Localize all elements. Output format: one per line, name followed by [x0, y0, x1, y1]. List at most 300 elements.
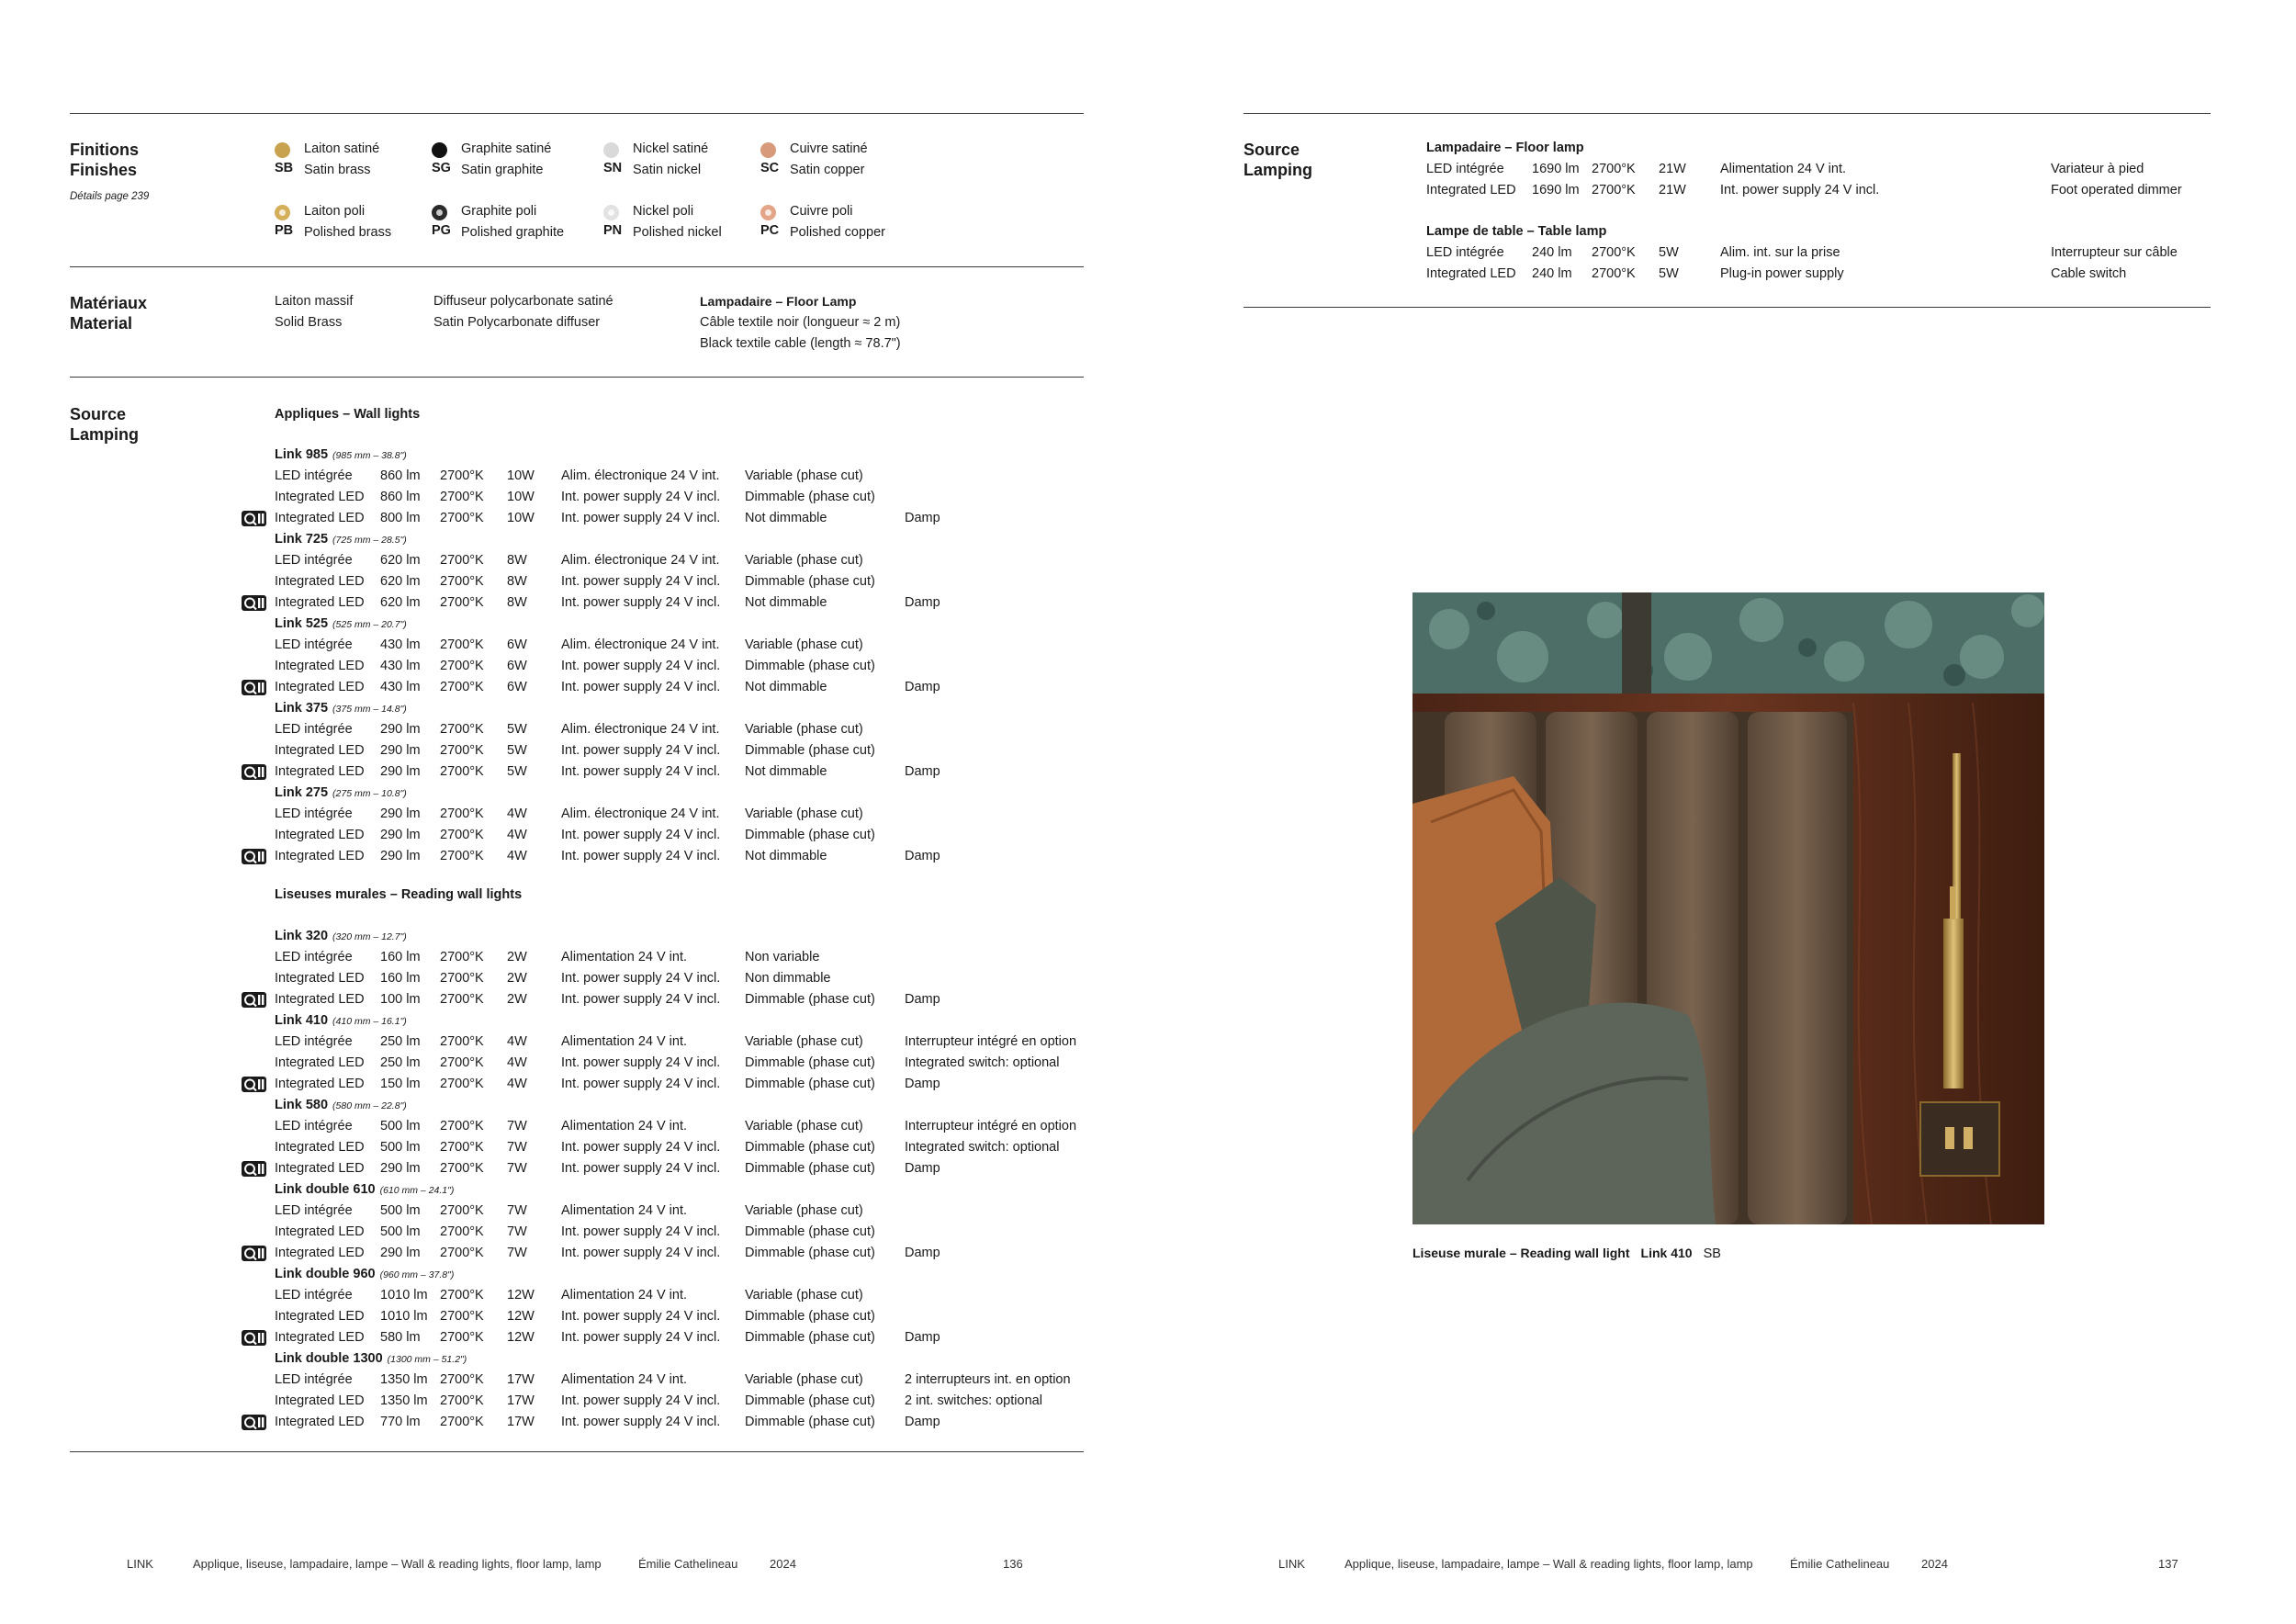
finish-code: PC — [760, 223, 780, 238]
model-name: Link 985 — [275, 447, 329, 462]
spec-cell: Not dimmable — [745, 764, 827, 779]
model-name: Link 275 — [275, 785, 329, 800]
spec-cell: Variable (phase cut) — [745, 1203, 863, 1218]
spec-cell: LED intégrée — [275, 1288, 353, 1303]
spec-cell: Integrated LED — [275, 1055, 365, 1070]
spec-cell: Interrupteur intégré en option — [905, 1034, 1077, 1049]
finish-code: SN — [603, 161, 623, 175]
model-dimension: (525 mm – 20.7") — [332, 619, 407, 630]
source-label-left-fr: Source — [70, 405, 127, 423]
model-dimension: (960 mm – 37.8") — [379, 1269, 455, 1280]
spec-cell: Alimentation 24 V int. — [1720, 162, 1847, 176]
wall-lights-table — [275, 445, 940, 867]
spec-cell: Interrupteur sur câble — [2051, 245, 2178, 260]
spec-cell: Int. power supply 24 V incl. — [561, 1246, 721, 1260]
spec-row — [275, 677, 940, 698]
spec-cell: 2700°K — [440, 1224, 484, 1239]
spec-cell: Variable (phase cut) — [745, 806, 863, 821]
finish-swatch-sb — [275, 142, 290, 158]
spec-row — [275, 487, 875, 508]
spec-row — [1426, 180, 2182, 201]
spec-cell: Damp — [905, 1330, 940, 1345]
spec-cell: Integrated LED — [275, 764, 365, 779]
finish-name-en: Satin copper — [790, 163, 865, 177]
spec-cell: 6W — [507, 680, 527, 694]
spec-cell: Integrated LED — [275, 1415, 365, 1429]
spec-cell: Integrated LED — [275, 992, 365, 1007]
spec-row — [275, 1327, 940, 1348]
spec-row — [275, 761, 940, 783]
finish-swatch-pc — [760, 205, 776, 220]
spec-cell: 2700°K — [440, 490, 484, 504]
page-number-right: 137 — [2158, 1557, 2178, 1571]
material-col-diffuser-en: Satin Polycarbonate diffuser — [433, 315, 601, 330]
spec-cell: Interrupteur intégré en option — [905, 1119, 1077, 1133]
spec-row — [275, 571, 875, 592]
spec-cell: 4W — [507, 1034, 527, 1049]
spec-cell: 500 lm — [380, 1140, 421, 1155]
spec-row — [275, 1137, 1060, 1158]
spec-cell: 250 lm — [380, 1034, 421, 1049]
model-heading — [275, 1179, 467, 1201]
spec-cell: Int. power supply 24 V incl. — [561, 511, 721, 525]
spec-cell: 5W — [507, 764, 527, 779]
spec-cell: 2700°K — [440, 828, 484, 842]
spec-cell: Dimmable (phase cut) — [745, 1055, 875, 1070]
top-rule-right — [1244, 113, 2211, 114]
material-cable-en: Black textile cable (length ≈ 78.7") — [700, 336, 901, 351]
spec-cell: Integrated LED — [1426, 266, 1516, 281]
spec-cell: Int. power supply 24 V incl. — [561, 764, 721, 779]
spec-cell: 2700°K — [440, 764, 484, 779]
spec-cell: Cable switch — [2051, 266, 2127, 281]
finish-name-en: Satin graphite — [461, 163, 544, 177]
finishes-label — [70, 140, 139, 180]
material-col-brass — [275, 291, 353, 333]
spec-row — [275, 635, 863, 656]
model-heading — [275, 1010, 467, 1032]
lamp-group-title: Lampadaire – Floor lamp — [1426, 141, 1584, 155]
finish-name-fr: Laiton poli — [304, 204, 366, 219]
finish-swatch-pb — [275, 205, 290, 220]
spec-cell: 290 lm — [380, 1161, 421, 1176]
spec-cell: 2 int. switches: optional — [905, 1393, 1042, 1408]
spec-cell: 290 lm — [380, 743, 421, 758]
spec-cell: 2700°K — [440, 1055, 484, 1070]
spec-row — [275, 1074, 940, 1095]
model-name: Link 410 — [275, 1013, 329, 1028]
spec-cell: Integrated LED — [275, 1224, 365, 1239]
finish-code: SG — [432, 161, 451, 175]
spec-cell: Integrated LED — [275, 1393, 365, 1408]
material-col-diffuser — [433, 291, 613, 333]
spec-cell: LED intégrée — [275, 1119, 353, 1133]
spec-cell: 5W — [1659, 266, 1679, 281]
model-name: Link 375 — [275, 701, 329, 716]
finish-name-fr: Graphite poli — [461, 204, 537, 219]
model-dimension: (375 mm – 14.8") — [332, 704, 407, 715]
spec-cell: 8W — [507, 574, 527, 589]
spec-cell: 2700°K — [440, 849, 484, 863]
model-dimension: (985 mm – 38.8") — [332, 450, 407, 461]
spec-row — [275, 968, 831, 989]
spec-cell: Alim. int. sur la prise — [1720, 245, 1840, 260]
spec-cell: 4W — [507, 828, 527, 842]
spec-cell: 5W — [1659, 245, 1679, 260]
spec-row — [275, 1391, 1042, 1412]
spec-cell: 430 lm — [380, 659, 421, 673]
model-dimension: (1300 mm – 51.2") — [387, 1354, 467, 1365]
spec-cell: Integrated LED — [275, 1161, 365, 1176]
damp-location-icon — [242, 1077, 266, 1092]
spec-cell: 290 lm — [380, 849, 421, 863]
spec-cell: 2 interrupteurs int. en option — [905, 1372, 1071, 1387]
spec-row — [275, 989, 940, 1010]
spec-cell: 770 lm — [380, 1415, 421, 1429]
spec-cell: 10W — [507, 511, 535, 525]
spec-cell: Integrated LED — [275, 574, 365, 589]
source-label-right-en: Lamping — [1244, 161, 1312, 179]
damp-location-icon — [242, 1246, 266, 1261]
spec-cell: 500 lm — [380, 1224, 421, 1239]
spec-cell: Int. power supply 24 V incl. — [561, 680, 721, 694]
spec-cell: 2700°K — [440, 1309, 484, 1324]
spec-row — [275, 1243, 940, 1264]
spec-cell: Dimmable (phase cut) — [745, 992, 875, 1007]
finish-swatch-pn — [603, 205, 619, 220]
spec-cell: 10W — [507, 468, 535, 483]
spec-cell: Variable (phase cut) — [745, 1119, 863, 1133]
spec-cell: Dimmable (phase cut) — [745, 828, 875, 842]
spec-cell: Int. power supply 24 V incl. — [561, 1330, 721, 1345]
model-dimension: (320 mm – 12.7") — [332, 931, 407, 942]
spec-cell: LED intégrée — [275, 950, 353, 964]
spec-cell: 2700°K — [440, 680, 484, 694]
spec-cell: 2700°K — [440, 1119, 484, 1133]
spec-cell: 8W — [507, 595, 527, 610]
spec-cell: 240 lm — [1532, 266, 1572, 281]
spec-cell: LED intégrée — [275, 1203, 353, 1218]
spec-row — [275, 1306, 875, 1327]
spec-cell: Variable (phase cut) — [745, 1372, 863, 1387]
rule-after-source-right — [1244, 307, 2211, 308]
spec-cell: 2700°K — [440, 1034, 484, 1049]
model-heading — [275, 529, 407, 550]
spec-cell: Integrated LED — [275, 680, 365, 694]
spec-cell: 4W — [507, 849, 527, 863]
spec-cell: 2700°K — [440, 468, 484, 483]
spec-cell: 2700°K — [440, 1246, 484, 1260]
spec-cell: Damp — [905, 1246, 940, 1260]
spec-cell: 2700°K — [440, 511, 484, 525]
spec-cell: LED intégrée — [1426, 162, 1504, 176]
damp-location-icon — [242, 1415, 266, 1430]
spec-cell: 5W — [507, 722, 527, 737]
spec-cell: 12W — [507, 1309, 535, 1324]
spec-cell: LED intégrée — [275, 468, 353, 483]
spec-cell: 2700°K — [440, 1288, 484, 1303]
finish-code: PN — [603, 223, 623, 238]
finish-swatch-pg — [432, 205, 447, 220]
spec-cell: 17W — [507, 1372, 535, 1387]
spec-cell: 2700°K — [440, 659, 484, 673]
spec-cell: Alimentation 24 V int. — [561, 1203, 688, 1218]
spec-cell: 2700°K — [440, 553, 484, 568]
spec-cell: 2700°K — [440, 722, 484, 737]
model-heading — [275, 1348, 467, 1370]
spec-cell: Variateur à pied — [2051, 162, 2144, 176]
rule-after-finishes — [70, 266, 1084, 267]
spec-cell: Integrated LED — [275, 511, 365, 525]
spec-cell: 620 lm — [380, 595, 421, 610]
spec-cell: 2700°K — [440, 1330, 484, 1345]
spec-cell: Alim. électronique 24 V int. — [561, 637, 720, 652]
model-heading — [275, 926, 467, 947]
spec-cell: 2700°K — [440, 1393, 484, 1408]
finish-name-en: Polished brass — [304, 225, 392, 240]
spec-cell: Dimmable (phase cut) — [745, 1330, 875, 1345]
spec-cell: 1350 lm — [380, 1372, 428, 1387]
damp-location-icon — [242, 511, 266, 526]
model-dimension: (410 mm – 16.1") — [332, 1016, 407, 1027]
finish-code: PG — [432, 223, 451, 238]
spec-cell: Variable (phase cut) — [745, 722, 863, 737]
spec-cell: 10W — [507, 490, 535, 504]
spec-cell: Integrated LED — [275, 828, 365, 842]
spec-cell: Dimmable (phase cut) — [745, 490, 875, 504]
spec-row — [275, 1116, 1077, 1137]
footer-designer-right: Émilie Cathelineau — [1790, 1557, 1890, 1571]
spec-cell: Dimmable (phase cut) — [745, 1161, 875, 1176]
spec-cell: Integrated LED — [1426, 183, 1516, 197]
photo-caption — [1412, 1246, 1721, 1261]
spec-row — [275, 1222, 875, 1243]
source-label-right — [1244, 140, 1312, 180]
spec-cell: 2700°K — [440, 574, 484, 589]
spec-cell: 1350 lm — [380, 1393, 428, 1408]
spec-row — [275, 1158, 940, 1179]
reading-lights-table — [275, 926, 1077, 1433]
spec-cell: 21W — [1659, 162, 1686, 176]
model-dimension: (610 mm – 24.1") — [379, 1185, 455, 1196]
spec-cell: Integrated LED — [275, 971, 365, 986]
spec-cell: Int. power supply 24 V incl. — [561, 1224, 721, 1239]
spec-cell: 7W — [507, 1140, 527, 1155]
rule-after-material — [70, 377, 1084, 378]
model-name: Link 725 — [275, 532, 329, 547]
spec-cell: Alimentation 24 V int. — [561, 950, 688, 964]
model-name: Link 525 — [275, 616, 329, 631]
spec-cell: Damp — [905, 1161, 940, 1176]
footer-brand-left: LINK — [127, 1557, 153, 1571]
spec-cell: Int. power supply 24 V incl. — [561, 574, 721, 589]
spec-row — [275, 846, 940, 867]
spec-cell: 430 lm — [380, 680, 421, 694]
finish-swatch-sg — [432, 142, 447, 158]
spec-cell: 7W — [507, 1161, 527, 1176]
finish-name-fr: Laiton satiné — [304, 141, 380, 156]
spec-cell: Not dimmable — [745, 680, 827, 694]
spec-cell: 2700°K — [440, 1140, 484, 1155]
spec-cell: Damp — [905, 511, 940, 525]
spec-cell: Integrated LED — [275, 743, 365, 758]
spec-row — [275, 508, 940, 529]
finishes-details-note: Détails page 239 — [70, 191, 150, 202]
spec-cell: 2700°K — [440, 1077, 484, 1091]
spec-cell: 500 lm — [380, 1119, 421, 1133]
spec-cell: Non variable — [745, 950, 820, 964]
spec-cell: 2700°K — [1592, 162, 1636, 176]
spec-cell: Int. power supply 24 V incl. — [561, 743, 721, 758]
spec-cell: 500 lm — [380, 1203, 421, 1218]
spec-cell: Integrated switch: optional — [905, 1140, 1060, 1155]
spec-cell: 2700°K — [440, 950, 484, 964]
spec-row — [1426, 159, 2144, 180]
spec-cell: Variable (phase cut) — [745, 1034, 863, 1049]
spec-cell: Integrated LED — [275, 1077, 365, 1091]
spec-cell: 2700°K — [440, 806, 484, 821]
spec-cell: 860 lm — [380, 490, 421, 504]
spec-cell: Int. power supply 24 V incl. — [561, 490, 721, 504]
spec-cell: 250 lm — [380, 1055, 421, 1070]
spec-cell: Int. power supply 24 V incl. — [561, 1415, 721, 1429]
spec-cell: Int. power supply 24 V incl. — [561, 849, 721, 863]
spec-cell: Dimmable (phase cut) — [745, 1140, 875, 1155]
model-heading — [275, 783, 407, 804]
spec-cell: Alimentation 24 V int. — [561, 1119, 688, 1133]
model-heading — [275, 614, 407, 635]
spec-row — [275, 825, 875, 846]
model-dimension: (275 mm – 10.8") — [332, 788, 407, 799]
finish-name-fr: Cuivre satiné — [790, 141, 868, 156]
finish-swatch-sn — [603, 142, 619, 158]
damp-location-icon — [242, 764, 266, 780]
spec-row — [275, 1201, 863, 1222]
spec-cell: 17W — [507, 1415, 535, 1429]
material-cable-title: Lampadaire – Floor Lamp — [700, 294, 857, 309]
spec-cell: Integrated LED — [275, 659, 365, 673]
caption-model: Link 410 — [1640, 1246, 1693, 1260]
model-heading — [275, 1264, 467, 1285]
spec-cell: Not dimmable — [745, 511, 827, 525]
spec-cell: Int. power supply 24 V incl. — [561, 971, 721, 986]
source-label-right-fr: Source — [1244, 141, 1300, 159]
finish-name-fr: Cuivre poli — [790, 204, 853, 219]
model-heading — [275, 1095, 467, 1116]
spec-cell: 2700°K — [1592, 266, 1636, 281]
spec-cell: Int. power supply 24 V incl. — [561, 828, 721, 842]
damp-location-icon — [242, 1161, 266, 1177]
spec-cell: 2700°K — [440, 1415, 484, 1429]
spec-cell: 7W — [507, 1119, 527, 1133]
spec-cell: Plug-in power supply — [1720, 266, 1844, 281]
spec-row — [275, 719, 863, 740]
finish-code: PB — [275, 223, 294, 238]
spec-cell: 620 lm — [380, 553, 421, 568]
material-label-fr: Matériaux — [70, 294, 148, 312]
finish-name-fr: Graphite satiné — [461, 141, 552, 156]
spec-cell: 4W — [507, 806, 527, 821]
spec-row — [275, 1285, 863, 1306]
spec-cell: Dimmable (phase cut) — [745, 1415, 875, 1429]
spec-cell: Int. power supply 24 V incl. — [561, 595, 721, 610]
spec-cell: Damp — [905, 595, 940, 610]
spec-cell: 2700°K — [440, 743, 484, 758]
spec-cell: Integrated LED — [275, 849, 365, 863]
finish-name-en: Polished graphite — [461, 225, 565, 240]
model-dimension: (580 mm – 22.8") — [332, 1100, 407, 1111]
spec-cell: 2700°K — [1592, 183, 1636, 197]
footer-designer-left: Émilie Cathelineau — [638, 1557, 738, 1571]
finish-name-en: Satin nickel — [633, 163, 702, 177]
spec-cell: Alim. électronique 24 V int. — [561, 806, 720, 821]
spec-cell: Dimmable (phase cut) — [745, 743, 875, 758]
spec-cell: 160 lm — [380, 971, 421, 986]
spec-cell: Int. power supply 24 V incl. — [561, 1393, 721, 1408]
damp-location-icon — [242, 680, 266, 695]
model-heading — [275, 445, 407, 466]
spec-cell: Alim. électronique 24 V int. — [561, 722, 720, 737]
spec-cell: 2700°K — [440, 595, 484, 610]
spec-cell: 2W — [507, 950, 527, 964]
spec-cell: Damp — [905, 1077, 940, 1091]
source-label-left-en: Lamping — [70, 425, 139, 444]
spec-row — [275, 592, 940, 614]
spec-cell: 240 lm — [1532, 245, 1572, 260]
spec-cell: LED intégrée — [275, 722, 353, 737]
spec-row — [275, 804, 863, 825]
spec-cell: Dimmable (phase cut) — [745, 1309, 875, 1324]
spec-cell: 2700°K — [1592, 245, 1636, 260]
spec-cell: 2700°K — [440, 637, 484, 652]
finish-swatch-sc — [760, 142, 776, 158]
damp-location-icon — [242, 1330, 266, 1346]
spec-cell: Damp — [905, 764, 940, 779]
spec-cell: Alim. électronique 24 V int. — [561, 468, 720, 483]
spec-cell: LED intégrée — [275, 637, 353, 652]
spec-cell: Alim. électronique 24 V int. — [561, 553, 720, 568]
caption-finish: SB — [1703, 1246, 1721, 1261]
spec-cell: Alimentation 24 V int. — [561, 1034, 688, 1049]
footer-brand-right: LINK — [1278, 1557, 1305, 1571]
material-label — [70, 293, 147, 333]
spec-cell: 290 lm — [380, 764, 421, 779]
spec-row — [275, 1053, 1060, 1074]
bottom-rule-left — [70, 1451, 1084, 1452]
spec-cell: 2700°K — [440, 1161, 484, 1176]
spec-cell: 21W — [1659, 183, 1686, 197]
spec-cell: Not dimmable — [745, 849, 827, 863]
material-col-cable — [700, 291, 901, 355]
spec-cell: 150 lm — [380, 1077, 421, 1091]
spec-row — [275, 656, 875, 677]
material-col-diffuser-fr: Diffuseur polycarbonate satiné — [433, 294, 613, 309]
spec-row — [275, 550, 863, 571]
footer-desc-right: Applique, liseuse, lampadaire, lampe – Wall & reading lights, floor lamp, lamp — [1345, 1557, 1753, 1571]
spec-row — [1426, 242, 2178, 264]
finish-name-en: Satin brass — [304, 163, 371, 177]
spec-cell: 7W — [507, 1224, 527, 1239]
model-heading — [275, 698, 407, 719]
spec-row — [275, 1032, 1077, 1053]
spec-cell: Int. power supply 24 V incl. — [561, 992, 721, 1007]
spec-cell: Integrated LED — [275, 595, 365, 610]
spec-cell: 4W — [507, 1055, 527, 1070]
source-label-left — [70, 404, 139, 445]
model-name: Link 320 — [275, 929, 329, 943]
model-name: Link 580 — [275, 1098, 329, 1112]
spec-cell: Dimmable (phase cut) — [745, 1224, 875, 1239]
